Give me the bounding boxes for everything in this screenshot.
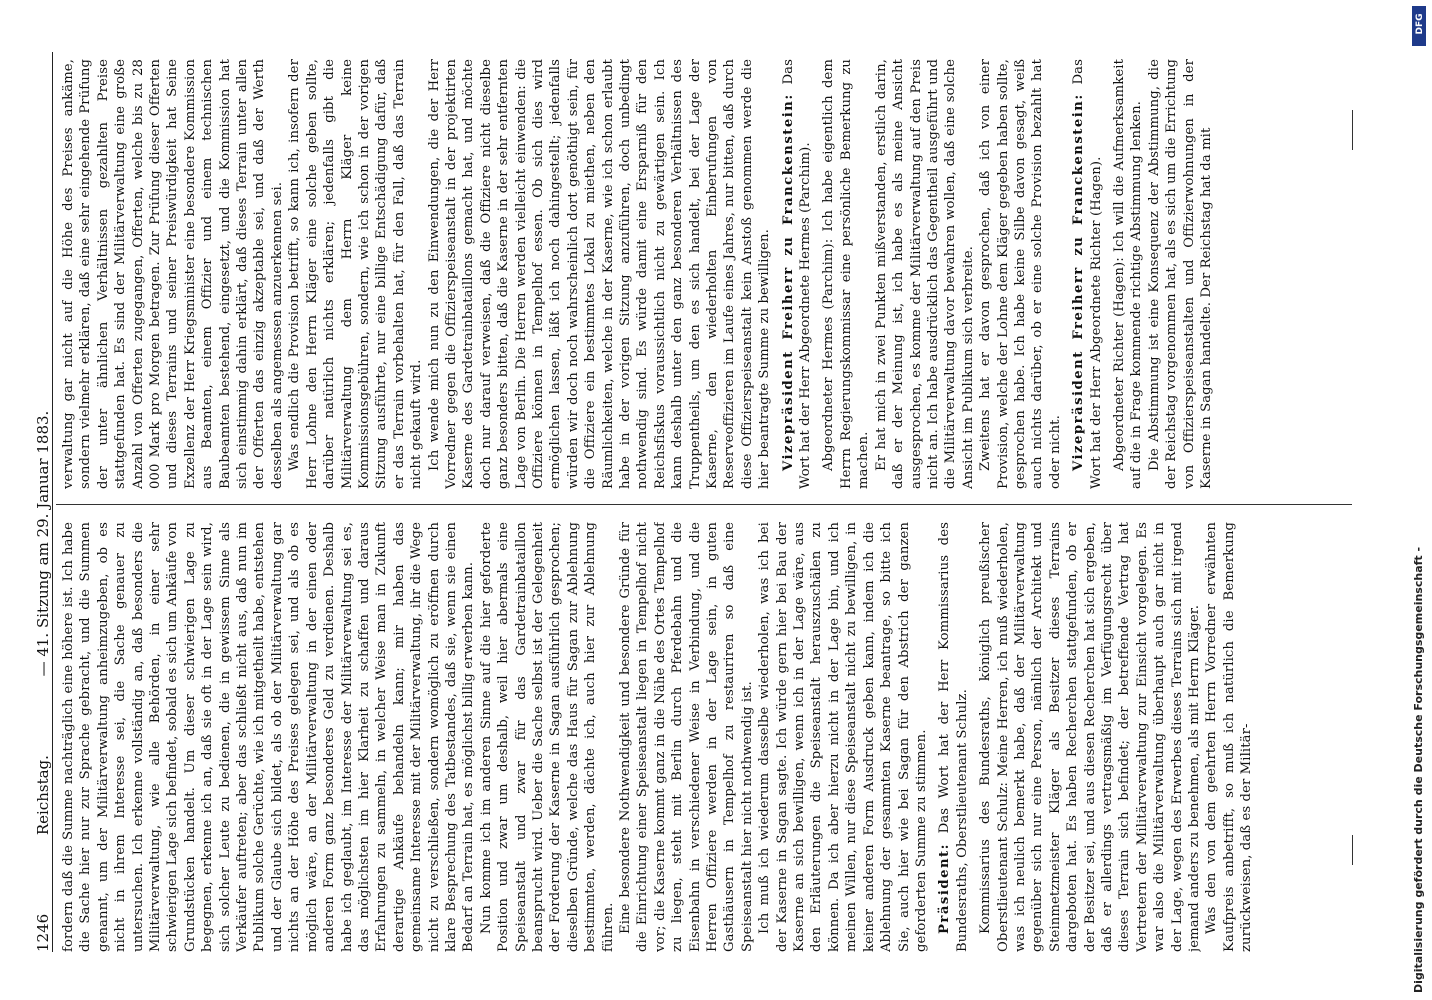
paragraph: Nun komme ich im anderen Sinne auf die hier geforderte Position und zwar um deshalb, weil hier abermals eine Speiseanstalt und zwar für das Gardetrainbataillon beansprucht wird. Ueber die Sache selbst ist der Gelegenheit der Forderung der Kaserne in Sagan ausführlich gesprochen; dieselben Gründe, welche das Haus für Sagan zur Ablehnung bestimmten, werden, dächte ich, auch hier zur Ablehnung führen. [478,522,616,952]
paragraph: Abgeordneter Hermes (Parchim): Ich habe eigentlich dem Herrn Regierungskommissar eine persönliche Bemerkung zu machen. [821,59,872,489]
page-content [22,52,1412,952]
digitization-note-text: Digitalisierung gefördert durch die Deutsche Forschungsgemeinschaft - [1412,546,1425,993]
paragraph: Abgeordneter Richter (Hagen): Ich will die Aufmerksamkeit auf die in Frage kommende richtige Abstimmung lenken. [1111,59,1145,489]
left-column [60,522,1390,952]
speaker-text: Das Wort hat der Herr Abgeordnete Hermes (Parchim). [780,59,814,489]
crop-mark [1352,110,1353,150]
digitization-note [1408,8,1430,998]
speaker-text: Das Wort hat der Herr Abgeordnete Richter (Hagen). [1071,59,1104,489]
header-center: — 41. Sitzung am 29. Januar 1883. [34,410,52,677]
paragraph: fordern daß die Summe nachträglich eine höhere ist. Ich habe die Sache hier nur zur Sprache gebracht, und die Summen genannt, um der Militärverwaltung anheimzugeben, ob es nicht in ihrem Interesse sei, die Sache genauer zu untersuchen. Ich erkenne vollständig an, daß besonders die Militärverwaltung, wie alle Behörden, in einer sehr schwierigen Lage sich befindet, sobald es sich um Ankäufe von Grundstücken handelt. Um dieser schwierigen Lage zu begegnen, erkenne ich an, daß sie oft in der Lage sein wird, sich solcher Leute zu bedienen, die in gewissem Sinne als Verkäufer auftreten; aber das schließt nicht aus, daß nun im Publikum solche Gerüchte, wie ich mitgetheilt habe, entstehen und der Glaube sich bildet, als ob der Militärverwaltung gar nichts an der Höhe des Preises gelegen sei, und als ob es möglich wäre, an der Militärverwaltung in der einen oder anderen Form ganz besonderes Geld zu verdienen. Deshalb habe ich geglaubt, im Interesse der Militärverwaltung sei es, das möglichsten im hier Klarheit zu schaffen und daraus Erfahrungen zu sammeln, in welcher Weise man in Zukunft derartige Ankäufe behandeln kann; mir haben das gemeinsame Interesse mit der Militärverwaltung, ihr die Wege nicht zu verschließen, sondern womöglich zu eröffnen durch klare Besprechung des Tatbestandes, daß sie, wenn sie einen Bedarf an Terrain hat, es möglichst billig erwerben kann. [61,522,477,952]
header-left: Reichstag. [34,755,52,836]
paragraph: Er hat mich in zwei Punkten mißverstanden, erstlich darin, daß er der Meinung ist, ich habe es als meine Ansicht ausgesprochen, es komme der Militärverwaltung auf den Preis nicht an. Ich habe ausdrücklich das Gegentheil ausgeführt und die Militärverwaltung davor bewahren wollen, daß eine solche Ansicht im Publikum sich verbreite. [873,59,976,489]
paragraph: Was endlich die Provision betrifft, so kann ich, insofern der Herr Lohne den Herrn Kläger eine solche geben sollte, darüber natürlich nichts erklären; jedenfalls gibt die Militärverwaltung dem Herrn Kläger keine Kommissionsgebühren, sondern, wie ich schon in der vorigen Sitzung ausführte, nur eine billige Entschädigung dafür, daß er das Terrain vorbehalten hat, für den Fall, daß das Terrain nicht gekauft wird. [287,59,425,489]
speaker-paragraph [1070,59,1105,489]
right-column [60,59,1390,489]
dfg-logo-text: DFG [1415,13,1425,35]
paragraph: Eine besondere Nothwendigkeit und besondere Gründe für die Einrichtung einer Speiseanstalt liegen in Tempelhof nicht vor; die Kaserne kommt ganz in die Nähe des Ortes Tempelhof zu liegen, steht mit Berlin durch Pferdebahn und die Eisenbahn in verschiedener Weise in Verbindung, und die Herren Offiziere werden in der Lage sein, in guten Gasthäusern in Tempelhof zu restauriren so daß eine Speiseanstalt hier nicht nothwendig ist. [618,522,755,952]
paragraph: Ich wende mich nun zu den Einwendungen, die der Herr Vorredner gegen die Offizierspeiseanstalt in der projektirten Kaserne des Gardetrainbataillons gemacht hat, und möchte doch nur darauf verweisen, daß die Offiziere nicht dieselbe ganz besonders bitten, daß die Kaserne in der sehr entfernten Lage von Berlin. Die Herren werden vielleicht einwenden: die Offiziere können in Tempelhof essen. Ob sich dies wird ermöglichen lassen, läßt ich noch dahingestellt; jedenfalls würden wir doch noch wahrscheinlich dort genöthigt sein, für die Offiziere ein bestimmtes Lokal zu miethen, neben den Räumlichkeiten, welche in der Kaserne, wie ich schon erlaubt habe in der vorigen Sitzung anzuführen, doch unbedingt nothwendig sind. Es würde damit eine Ersparniß für den Reichsfiskus voraussichtlich nicht zu gewärtigen sein. Ich kann deshalb unter den ganz besonderen Verhältnissen des Truppentheils, um den es sich handelt, bei der Lage der Kaserne, den wiederholten Einberufungen von Reserveoffizieren im Laufe eines Jahres, nur bitten, daß durch diese Offizierspeiseanstalt kein Anstoß genommen werde die hier beantragte Summe zu bewilligen. [426,59,773,489]
paragraph: Was den von dem geehrten Herrn Vorredner erwähnten Kaufpreis anbetrifft, so muß ich natürlich die Bemerkung zurückweisen, daß es der Militär- [1204,522,1255,952]
running-head [22,52,53,952]
speaker-text: Das Wort hat der Herr Kommissarius des Bundesraths, Oberstlieutenant Schulz. [937,522,970,952]
speaker-paragraph [936,522,971,952]
paragraph: Ich muß ich wiederum dasselbe wiederholen, was ich bei der Kaserne in Sagan sagte. Ich würde gern hier bei Bau der Kaserne an sich bewilligen, wenn ich in der Lage wäre, aus den Erläuterungen die Speiseanstalt herauszuschälen zu können. Da ich aber hierzu nicht in der Lage bin, und ich meinen Willen, nur diese Speiseanstalt nicht zu bewilligen, in keiner anderen Form Ausdruck geben kann, indem ich die Ablehnung der gesammten Kaserne beantrage, so bitte ich Sie, auch hier wie bei Sagan für den Abstrich der ganzen geforderten Summe zu stimmen. [757,522,929,952]
column-rule [56,504,1352,505]
paragraph: Die Abstimmung ist eine Konsequenz der Abstimmung, die der Reichstag vorgenommen hat, als es sich um die Errichtung von Offizierspeiseanstalten und Offizierwohnungen in der Kaserne in Sagan handelte. Der Reichstag hat da mit [1146,59,1214,489]
speaker-paragraph [780,59,815,489]
crop-mark [1352,835,1353,865]
paragraph: Zweitens hat er davon gesprochen, daß ich von einer Provision, welche der Lohne dem Kläger gegeben haben sollte, gesprochen habe. Ich habe keine Silbe davon gesagt, weiß auch nichts darüber, ob er eine solche Provision bezahlt hat oder nicht. [978,59,1063,489]
page-number: 1246 [34,913,52,952]
speaker-label: Vizepräsident Freiherr zu Franckenstein: [1071,93,1087,471]
speaker-label: Vizepräsident Freiherr zu Franckenstein: [780,93,796,471]
paragraph: verwaltung gar nicht auf die Höhe des Preises ankäme, sondern vielmehr erklären, daß eine sehr eingehende Prüfung der unter ähnlichen Verhältnissen gezahlten Preise stattgefunden hat. Es sind der Militärverwaltung eine große Anzahl von Offerten zugegangen, Offerten, welche bis zu 28 000 Mark pro Morgen betragen. Zur Prüfung dieser Offerten und dieses Terrains und seiner Preiswürdigkeit hat Seine Exzellenz der Herr Kriegsminister eine besondere Kommission aus Beamten, einem Offizier und einem technischen Baubeamten bestehend, eingesetzt, und die Kommission hat sich einstimmig dahin erklärt, daß dieses Terrain unter allen der Offerten das einzig akzeptable sei, und daß der Werth desselben als angemessen anzuerkennen sei. [61,59,285,489]
speaker-label: Präsident: [937,842,953,934]
paragraph: Kommissarius des Bundesraths, königlich preußischer Oberstlieutenant Schulz: Meine Herren, ich muß wiederholen, was ich neulich bemerkt habe, daß der Militärverwaltung gegenüber sich nur eine Person, nämlich der Architekt und Steinmetzmeister Kläger als Besitzer dieses Terrains dargeboten hat. Es haben Recherchen stattgefunden, ob er der Besitzer sei, und aus diesen Recherchen hat sich ergeben, daß er allerdings vertragsmäßig im Verfügungsrecht über dieses Terrain sich befindet; der betreffende Vertrag hat Vertretern der Militärverwaltung zur Einsicht vorgelegen. Es war also die Militärverwaltung überhaupt auch gar nicht in der Lage, wegen des Erwerbes dieses Terrains sich mit irgend jemand anders zu benehmen, als mit Herrn Kläger. [978,522,1202,952]
